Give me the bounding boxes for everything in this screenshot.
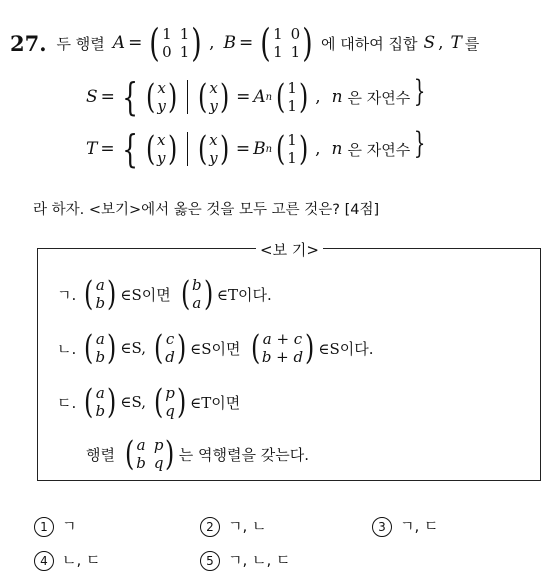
matrix-b: ( 1 0 1 1 ) <box>260 21 313 65</box>
bogi-item-3-line-2: 행렬 ( a p b q ) 는 역행렬을 갖는다. <box>86 434 309 474</box>
choice-1[interactable]: 1 ㄱ <box>34 515 77 537</box>
matrix-a: ( 1 1 0 1 ) <box>149 21 202 65</box>
set-s-definition: S = { ( x y ) ( x y ) = A n ( 1 1 ) , n 은 자연수 } <box>86 73 426 119</box>
symbol-b: B <box>223 33 236 53</box>
problem-header: 27. 두 행렬 A = ( 1 1 0 1 ) , B = ( 1 0 1 1 ) 에 대하여 집합 S , T 를 <box>10 21 480 65</box>
bogi-item-1: ㄱ. ( a b ) ∈S이면 ( b a ) ∈T이다. <box>57 274 272 314</box>
intro-text: 두 행렬 <box>56 34 105 53</box>
question-prompt: 라 하자. <보기>에서 옳은 것을 모두 고른 것은? [4점] <box>33 202 380 218</box>
bogi-item-2: ㄴ. ( a b ) ∈S, ( c d ) ∈S이면 ( a + c b + d ) ∈S이다. <box>57 328 374 368</box>
symbol-a: A <box>112 33 126 53</box>
choice-4[interactable]: 4 ㄴ, ㄷ <box>34 549 101 571</box>
bogi-item-3: ㄷ. ( a b ) ∈S, ( p q ) ∈T이면 <box>57 382 241 422</box>
problem-number: 27. <box>10 30 47 56</box>
choice-5[interactable]: 5 ㄱ, ㄴ, ㄷ <box>200 549 291 571</box>
choice-3[interactable]: 3 ㄱ, ㄷ <box>372 515 439 537</box>
choice-2[interactable]: 2 ㄱ, ㄴ <box>200 515 267 537</box>
set-t-definition: T = { ( x y ) ( x y ) = B n ( 1 1 ) , n 은 자연수 } <box>86 125 426 171</box>
intro-text-2: 에 대하여 집합 <box>320 34 418 53</box>
bogi-title: <보 기> <box>256 239 323 260</box>
